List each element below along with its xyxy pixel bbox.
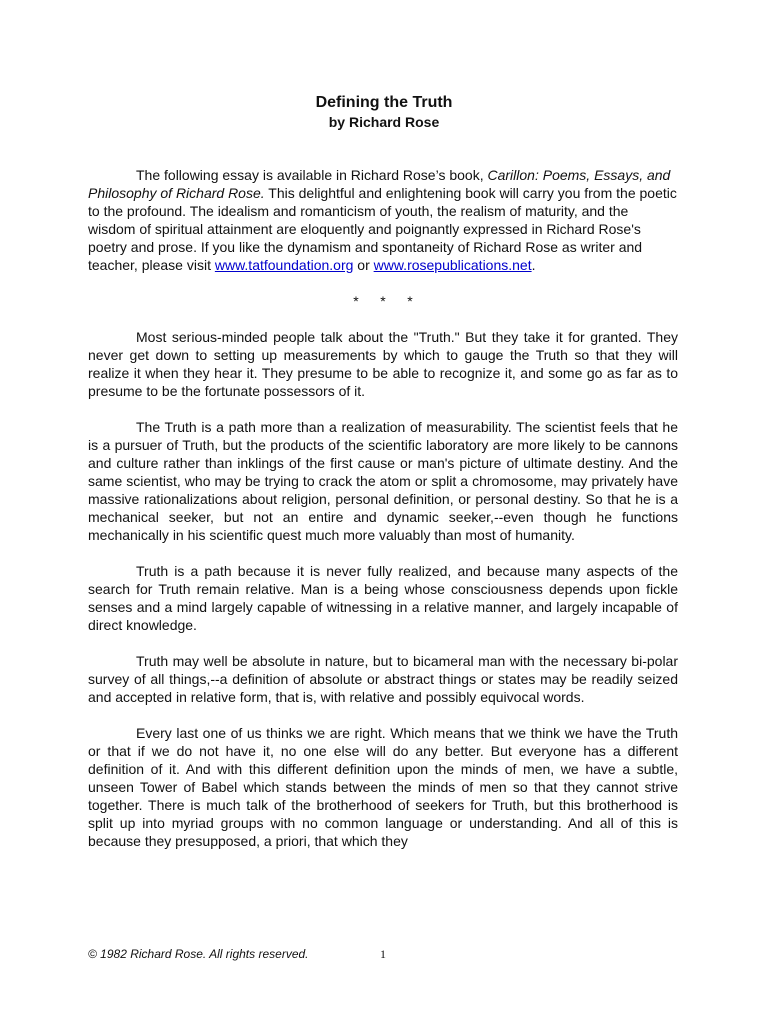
body-paragraph: Truth is a path because it is never fully realized, and because many aspects of the search for Truth remain relative. Man is a being whose consciousness depends upon fickle senses and a mind largely capable of witnessing in a relative manner, and largely incapable of direct knowledge.	[88, 563, 678, 633]
intro-text-2: This delightful and enlightening book will carry you from the poetic to the profound. The idealism and romanticism of youth, the realism of maturity, and the wisdom of spiritual attainment are eloquently and poignantly expressed in Richard Rose's poetry and prose. If you like the dynamism and spontaneity of Richard Rose as writer and teacher, please visit	[88, 185, 677, 273]
document-title: Defining the Truth	[315, 94, 453, 111]
tatfoundation-link[interactable]: www.tatfoundation.org	[214, 257, 354, 273]
intro-text-1: The following essay is available in Richard Rose’s book,	[136, 167, 488, 183]
intro-text-3: or	[353, 257, 374, 273]
book-title: Carillon: Poems, Essays, and Philosophy of Richard Rose.	[88, 167, 671, 201]
title-block	[0, 93, 768, 131]
separator-star: *	[380, 293, 386, 309]
body-paragraph: Every last one of us thinks we are right. Which means that we think we have the Truth or that if we do not have it, no one else will do any better. But everyone has a different definition of it. And with this different definition upon the minds of men, we have a subtle, unseen Tower of Babel which stands between the minds of men so that they cannot strive together. There is much talk of the brotherhood of seekers for Truth, but this brotherhood is split up into myriad groups with no common language or understanding. And all of this is because they presupposed, a priori, that which they	[88, 725, 678, 849]
intro-text-4: .	[531, 257, 536, 273]
copyright-footer: © 1982 Richard Rose. All rights reserved.	[88, 947, 309, 961]
body-paragraph: Most serious-minded people talk about the "Truth." But they take it for granted. They never get down to setting up measurements by which to gauge the Truth so that they will realize it when they hear it. They presume to be able to recognize it, and some go as far as to presume to be the fortunate possessors of it.	[88, 329, 678, 399]
intro-paragraph	[88, 166, 678, 274]
document-byline: by Richard Rose	[328, 114, 440, 130]
page-number: 1	[380, 947, 386, 961]
separator-star: *	[353, 293, 359, 309]
rosepublications-link[interactable]: www.rosepublications.net	[373, 257, 532, 273]
body-paragraph: The Truth is a path more than a realization of measurability. The scientist feels that he is a pursuer of Truth, but the products of the scientific laboratory are more likely to be cannons and culture rather than inklings of the first cause or man's picture of ultimate destiny. And the same scientist, who may be trying to crack the atom or split a chromosome, may privately have massive rationalizations about religion, personal definition, or personal destiny. So that he is a mechanical seeker, but not an entire and dynamic seeker,--even though he functions mechanically in his scientific quest much more valuably than most of humanity.	[88, 419, 678, 543]
body-paragraph: Truth may well be absolute in nature, but to bicameral man with the necessary bi-polar survey of all things,--a definition of absolute or abstract things or states may be readily seized and accepted in relative form, that is, with relative and possibly equivocal words.	[88, 653, 678, 705]
separator-star: *	[407, 293, 413, 309]
section-separator	[88, 292, 678, 310]
document-body	[88, 166, 678, 868]
